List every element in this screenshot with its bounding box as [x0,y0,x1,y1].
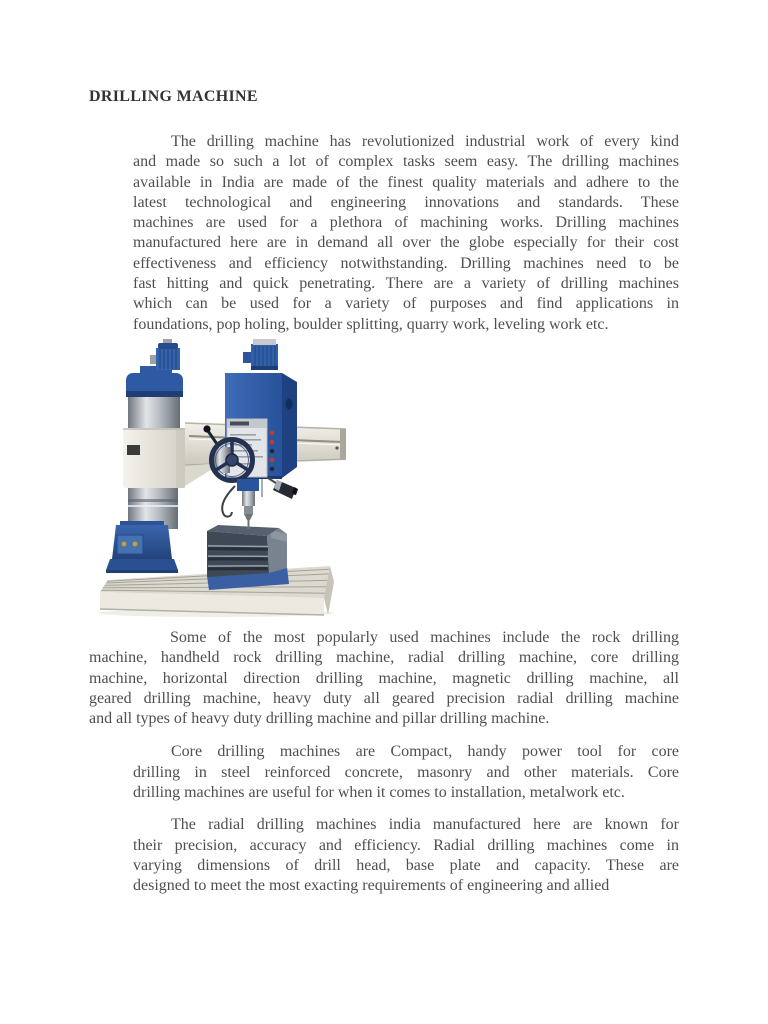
paragraph-line: their precision, accuracy and efficiency. Radial drilling machines come in [133,836,679,854]
paragraph-line: varying dimensions of drill head, base plate and capacity. These are [133,856,679,874]
machine-sleeve [123,428,185,488]
paragraph-line: Core drilling machines are Compact, handy power tool for core [171,743,679,761]
paragraph-line: machine, handheld rock drilling machine, radial drilling machine, core drilling [89,649,679,667]
paragraph-core-drilling [133,742,679,803]
paragraph-line: drilling in steel reinforced concrete, masonry and other materials. Core [133,763,679,781]
paragraph-intro [133,132,679,335]
document-title: DRILLING MACHINE [89,88,258,105]
paragraph-line: machine, horizontal direction drilling machine, magnetic drilling machine, all [89,669,679,687]
drilling-machine-image [96,339,351,619]
paragraph-line: designed to meet the most exacting requirements of engineering and allied [133,877,610,895]
paragraph-line: manufactured here are in demand all over the globe especially for their cost [133,234,679,252]
paragraph-line: geared drilling machine, heavy duty all geared precision radial drilling machine [89,689,679,707]
paragraph-line: and made so such a lot of complex tasks seem easy. The drilling machines [133,153,679,171]
paragraph-line: fast hitting and quick penetrating. There are a variety of drilling machines [133,275,679,293]
paragraph-line: effectiveness and efficiency notwithstanding. Drilling machines need to be [133,254,679,272]
machine-column-top [126,339,183,428]
machine-spindle [222,479,262,529]
machine-photo [96,339,351,619]
paragraph-line: Some of the most popularly used machines include the rock drilling [170,628,679,646]
paragraph-line: machines are used for a plethora of machining works. Drilling machines [133,214,679,232]
paragraph-line: and all types of heavy duty drilling machine and pillar drilling machine. [89,710,550,728]
machine-lamp [268,478,298,499]
paragraph-line: drilling machines are useful for when it comes to installation, metalwork etc. [133,784,625,802]
machine-table [207,525,289,590]
paragraph-line: which can be used for a variety of purposes and find applications in [133,295,679,313]
paragraph-line: available in India are made of the finest quality materials and adhere to the [133,173,679,191]
paragraph-line: The drilling machine has revolutionized industrial work of every kind [171,133,679,150]
paragraph-line: foundations, pop holing, boulder splitting, quarry work, leveling work etc. [133,315,609,333]
machine-column [106,488,178,573]
paragraph-line: The radial drilling machines india manufactured here are known for [171,816,679,834]
paragraph-machine-types [89,628,679,729]
paragraph-line: latest technological and engineering innovations and standards. These [133,193,679,211]
paragraph-radial-drilling [133,815,679,896]
